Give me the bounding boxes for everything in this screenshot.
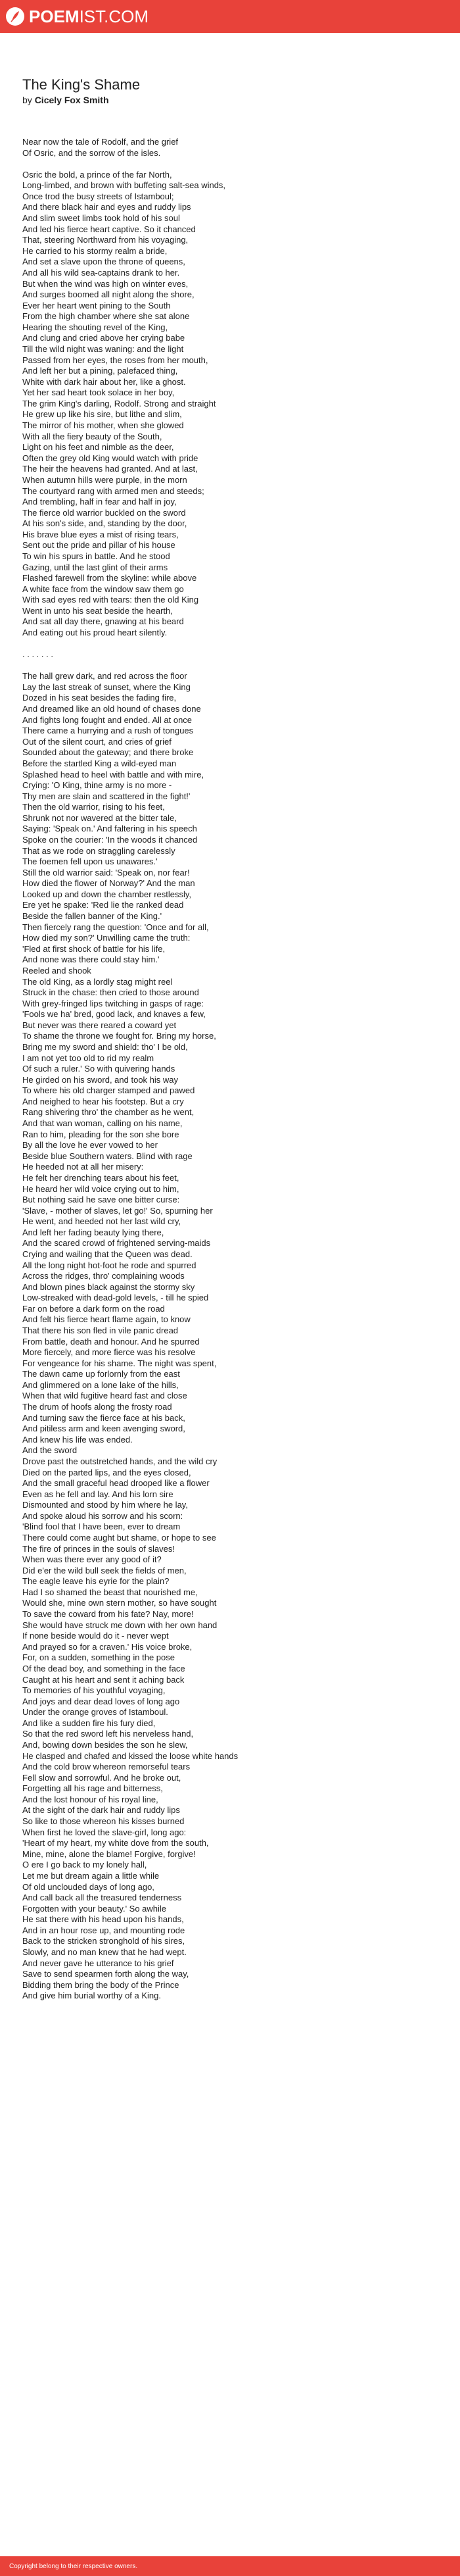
stanza [22,649,438,660]
poem-line: And turning saw the fierce face at his back, [22,1412,185,1423]
poem-line: Back to the stricken stronghold of his sires, [22,1936,185,1946]
poem-line: More fiercely, and more fierce was his resolve [22,1347,196,1358]
poem-line: 'Fools we ha' bred, good lack, and knaves a few, [22,1009,206,1020]
poem-line: When first he loved the slave-girl, long ago: [22,1827,187,1837]
poem-body [22,137,438,2002]
poem-line: And pitiless arm and keen avenging sword, [22,1424,185,1434]
poem-line: The old King, as a lordly stag might reel [22,976,173,987]
poem-line: To save the coward from his fate? Nay, more! [22,1609,194,1620]
poem-line: Out of the silent court, and cries of grief [22,736,172,747]
poem-container [0,76,460,2002]
poem-line: Long-limbed, and brown with buffeting salt-sea winds, [22,180,226,191]
poem-line: And eating out his proud heart silently. [22,628,168,638]
poem-line: Did e'er the wild bull seek the fields of men, [22,1565,187,1575]
poem-line: The heir the heavens had granted. And at last, [22,464,198,474]
poem-line: Still the old warrior said: 'Speak on, nor fear! [22,867,190,878]
poem-line: Lay the last streak of sunset, where the King [22,681,191,692]
poem-line: Dozed in his seat besides the fading fire, [22,693,177,703]
poem-line: How died the flower of Norway?' And the man [22,878,195,889]
poem-line: And give him burial worthy of a King. [22,1991,161,2001]
poem-line: To win his spurs in battle. And he stood [22,551,170,561]
poem-line: And neighed to hear his footstep. But a cry [22,1096,184,1106]
poem-line: From battle, death and honour. And he spurred [22,1336,200,1347]
poem-line: When was there ever any good of it? [22,1554,162,1565]
poem-line: Sent out the pride and pillar of his house [22,540,175,551]
poem-line: The mirror of his mother, when she glowed [22,420,184,431]
poem-line: There could come aught but shame, or hope to see [22,1533,216,1543]
poem-line: Across the ridges, thro' complaining woods [22,1271,185,1281]
poem-line: The hall grew dark, and red across the floor [22,671,187,681]
author-link[interactable]: Cicely Fox Smith [34,95,109,105]
poem-line: Thy men are slain and scattered in the fight!' [22,791,191,801]
poem-line: 'Heart of my heart, my white dove from the south, [22,1838,209,1848]
poem-line: And prayed so for a craven.' His voice broke, [22,1641,193,1652]
poem-line: Often the grey old King would watch with pride [22,453,198,463]
poem-line: Of old unclouded days of long ago, [22,1881,154,1892]
poem-line: Caught at his heart and sent it aching back [22,1674,185,1685]
poem-line: But when the wind was high on winter eves, [22,278,189,289]
poem-line: . . . . . . . [22,649,53,660]
poem-line: Reeled and shook [22,965,91,976]
poem-line: 'Blind fool that I have been, ever to dream [22,1522,181,1532]
poem-line: And spoke aloud his sorrow and his scorn: [22,1510,183,1521]
poem-line: To shame the throne we fought for. Bring my horse, [22,1031,216,1041]
poem-line: Crying: 'O King, thine army is no more - [22,780,172,791]
poem-line: His brave blue eyes a mist of rising tears, [22,529,179,539]
poem-line: He grew up like his sire, but lithe and slim, [22,409,182,420]
poem-line: That as we rode on straggling carelessly [22,845,175,856]
poem-line: Bidding them bring the body of the Prince [22,1979,179,1990]
poem-line: And never gave he utterance to his grief [22,1958,174,1968]
poem-line: Of the dead boy, and something in the face [22,1663,185,1673]
poem-line: Yet her sad heart took solace in her boy, [22,387,175,398]
poem-line: Mine, mine, alone the blame! Forgive, forgive! [22,1848,196,1859]
poem-line: And clung and cried above her crying babe [22,333,185,343]
poem-line: And dreamed like an old hound of chases done [22,704,201,714]
quill-logo-icon[interactable] [5,7,25,26]
poem-line: There came a hurrying and a rush of tongues [22,726,194,736]
poem-line: And all his wild sea-captains drank to her. [22,267,180,278]
poem-line: And none was there could stay him.' [22,954,160,965]
poem-line: Rang shivering thro' the chamber as he went, [22,1107,195,1118]
poem-line: With grey-fringed lips twitching in gasps of rage: [22,998,204,1008]
poem-line: Gazing, until the last glint of their arms [22,562,168,572]
poem-line: Would she, mine own stern mother, so have sought [22,1598,217,1608]
stanza [22,170,438,639]
poem-line: Bring me my sword and shield: tho' I be old, [22,1041,188,1052]
poem-line: Shrunk not nor wavered at the bitter tale, [22,812,177,823]
poem-line: Ran to him, pleading for the son she bore [22,1129,179,1139]
poem-line: For vengeance for his shame. The night was spent, [22,1358,217,1368]
poem-line: From the high chamber where she sat alone [22,311,190,322]
poem-line: Forgotten with your beauty.' So awhile [22,1903,167,1914]
poem-line: He carried to his stormy realm a bride, [22,245,168,256]
poem-line: He clasped and chafed and kissed the loose white hands [22,1750,239,1761]
logo-thin-text: IST.COM [79,6,149,26]
poem-line: Osric the bold, a prince of the far North, [22,169,172,180]
poem-line: And surges boomed all night along the shore, [22,289,195,300]
poem-line: And like a sudden fire his fury died, [22,1718,156,1728]
poem-line: With sad eyes red with tears: then the old King [22,595,199,605]
poem-line: 'Slave, - mother of slaves, let go!' So, spurning her [22,1205,213,1216]
poem-line: Let me but dream again a little while [22,1870,160,1881]
poem-line: And call back all the treasured tenderness [22,1893,182,1903]
site-header [0,0,460,33]
poem-line: Slowly, and no man knew that he had wept. [22,1946,187,1957]
poem-line: That, steering Northward from his voyaging, [22,235,189,245]
poem-line: A white face from the window saw them go [22,583,184,594]
poem-line: The fire of princes in the souls of slaves! [22,1543,175,1554]
poem-byline [22,95,438,105]
poem-line: Of such a ruler.' So with quivering hands [22,1064,175,1074]
poem-line: And joys and dear dead loves of long ago [22,1696,180,1706]
poem-line: And glimmered on a lone lake of the hills, [22,1379,179,1390]
poem-line: When that wild fugitive heard fast and close [22,1391,187,1401]
poem-line: Then fiercely rang the question: 'Once and for all, [22,922,209,932]
poem-line: For, on a sudden, something in the pose [22,1652,175,1663]
poem-line: The courtyard rang with armed men and steeds; [22,485,204,496]
poem-line: Ever her heart went pining to the South [22,300,171,310]
poem-line: And left her fading beauty lying there, [22,1227,164,1237]
poem-line: And felt his fierce heart flame again, to know [22,1314,191,1325]
poem-line: Spoke on the courier: 'In the woods it chanced [22,835,198,845]
stanza [22,137,438,159]
poem-line: Of Osric, and the sorrow of the isles. [22,147,161,158]
poem-line: Save to send spearmen forth along the way, [22,1969,189,1979]
poem-line: To where his old charger stamped and pawed [22,1085,195,1096]
poem-line: He felt her drenching tears about his feet, [22,1172,179,1183]
site-logo[interactable] [29,7,149,27]
poem-line: Looked up and down the chamber restlessly, [22,889,192,899]
poem-line: And fights long fought and ended. All at once [22,714,193,725]
poem-line: And, bowing down besides the son he slew, [22,1739,188,1750]
site-footer [0,2556,460,2576]
poem-line: Hearing the shouting revel of the King, [22,322,168,332]
poem-line: How died my son?' Unwilling came the truth: [22,933,191,943]
poem-line: And the lost honour of his royal line, [22,1794,158,1804]
poem-line: Died on the parted lips, and the eyes closed, [22,1467,191,1477]
poem-line: And blown pines black against the stormy sky [22,1281,195,1292]
poem-line: So that the red sword left his nerveless hand, [22,1729,194,1739]
poem-line: But nothing said he save one bitter curse: [22,1195,180,1205]
poem-line: The fierce old warrior buckled on the sword [22,507,186,518]
poem-line: He sat there with his head upon his hands, [22,1914,184,1925]
poem-line: With all the fiery beauty of the South, [22,431,162,441]
copyright-text: Copyright belong to their respective owners. [9,2562,138,2570]
poem-line: And the cold brow whereon remorseful tears [22,1762,191,1772]
poem-line: The foemen fell upon us unawares.' [22,856,158,867]
poem-line: Splashed head to heel with battle and with mire, [22,769,204,780]
poem-line: The grim King's darling, Rodolf. Strong and straight [22,398,216,409]
poem-line: Near now the tale of Rodolf, and the grief [22,137,179,147]
poem-line: If none beside would do it - never wept [22,1631,169,1641]
poem-line: Dismounted and stood by him where he lay, [22,1500,188,1510]
poem-line: At his son's side, and, standing by the door, [22,518,187,529]
poem-line: So like to those whereon his kisses burned [22,1816,185,1827]
poem-line: Crying and wailing that the Queen was dead. [22,1249,193,1259]
poem-line: Drove past the outstretched hands, and the wild cry [22,1456,218,1466]
poem-line: O ere I go back to my lonely hall, [22,1860,147,1870]
poem-line: And left her but a pining, palefaced thing, [22,366,178,376]
poem-line: She would have struck me down with her own hand [22,1620,218,1630]
poem-line: And knew his life was ended. [22,1434,133,1445]
poem-line: He girded on his sword, and took his way [22,1074,179,1085]
poem-line: Under the orange groves of Istamboul. [22,1707,168,1718]
poem-line: And that wan woman, calling on his name, [22,1118,183,1129]
poem-line: And slim sweet limbs took hold of his soul [22,213,180,224]
byline-prefix: by [22,95,32,105]
poem-line: When autumn hills were purple, in the morn [22,474,187,485]
poem-line: Had I so shamed the beast that nourished me, [22,1587,198,1597]
poem-line: By all the love he ever vowed to her [22,1140,158,1151]
poem-line: To memories of his youthful voyaging, [22,1685,166,1696]
poem-line: And the scared crowd of frightened serving-maids [22,1238,211,1249]
poem-line: Forgetting all his rage and bitterness, [22,1783,163,1794]
poem-line: And there black hair and eyes and ruddy lips [22,202,191,212]
poem-line: But never was there reared a coward yet [22,1020,177,1030]
poem-line: The eagle leave his eyrie for the plain? [22,1576,170,1587]
poem-line: Beside blue Southern waters. Blind with rage [22,1151,193,1161]
poem-line: Fell slow and sorrowful. And he broke out, [22,1772,181,1783]
poem-line: And the small graceful head drooped like a flower [22,1478,210,1489]
poem-title: The King's Shame [22,76,141,93]
poem-line: 'Fled at first shock of battle for his life, [22,943,166,954]
poem-line: Low-streaked with dead-gold levels, - till he spied [22,1293,209,1303]
poem-line: The drum of hoofs along the frosty road [22,1402,172,1412]
stanza [22,671,438,2002]
poem-line: And the sword [22,1445,78,1456]
poem-line: And set a slave upon the throne of queens, [22,257,185,267]
poem-line: Sounded about the gateway; and there broke [22,747,194,758]
poem-line: All the long night hot-foot he rode and spurred [22,1260,196,1270]
poem-line: Far on before a dark form on the road [22,1303,165,1314]
poem-line: He heard her wild voice crying out to him, [22,1183,179,1194]
poem-line: Till the wild night was waning: and the light [22,343,184,354]
poem-line: Flashed farewell from the skyline: while above [22,573,197,583]
poem-line: Once trod the busy streets of Istamboul; [22,191,174,201]
poem-line: Then the old warrior, rising to his feet, [22,802,165,812]
poem-line: He went, and heeded not her last wild cry, [22,1216,181,1227]
poem-line: I am not yet too old to rid my realm [22,1053,154,1063]
logo-bold-text: POEM [29,6,80,26]
poem-line: Saying: 'Speak on.' And faltering in his speech [22,824,197,834]
poem-line: Went in unto his seat beside the hearth, [22,605,173,616]
poem-line: And sat all day there, gnawing at his beard [22,616,184,627]
poem-line: Light on his feet and nimble as the deer, [22,442,174,453]
poem-line: Even as he fell and lay. And his lorn sire [22,1489,173,1499]
poem-line: Passed from her eyes, the roses from her mouth, [22,355,208,365]
poem-line: Ere yet he spake: 'Red lie the ranked dead [22,900,184,910]
poem-line: And led his fierce heart captive. So it chanced [22,224,196,234]
poem-line: Beside the fallen banner of the King.' [22,911,162,922]
poem-line: And in an hour rose up, and mounting rode [22,1925,185,1935]
poem-line: That there his son fled in vile panic dread [22,1325,179,1336]
poem-line: Struck in the chase: then cried to those around [22,987,199,998]
poem-line: He heeded not at all her misery: [22,1162,144,1172]
poem-line: Before the startled King a wild-eyed man [22,758,177,768]
poem-line: At the sight of the dark hair and ruddy lips [22,1805,180,1816]
poem-line: The dawn came up forlornly from the east [22,1369,180,1379]
poem-line: White with dark hair about her, like a ghost. [22,376,186,387]
poem-line: And trembling, half in fear and half in joy, [22,497,177,507]
